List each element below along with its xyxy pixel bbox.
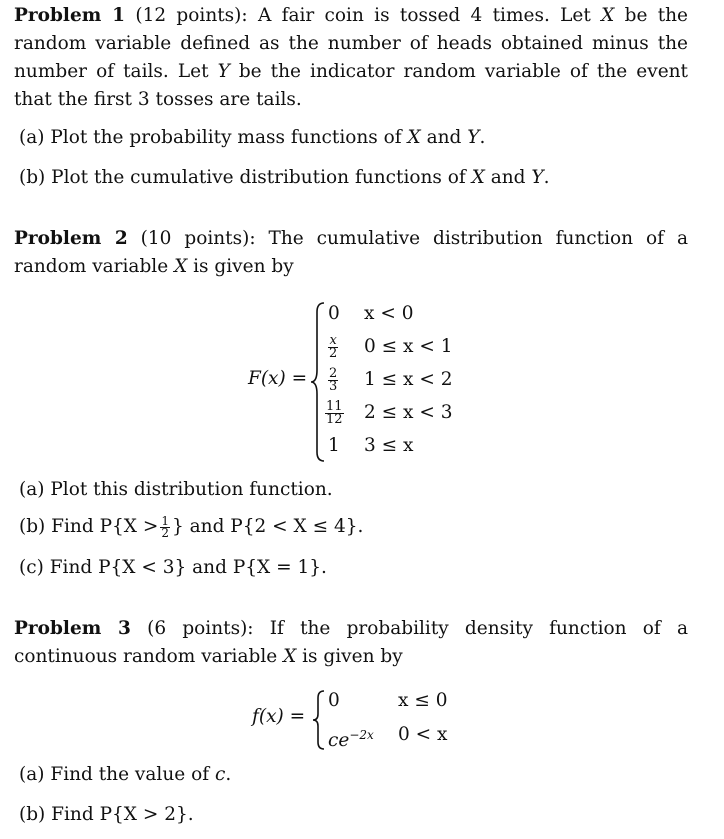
cdf-case-3-condition: 1 ≤ x < 2: [364, 369, 453, 390]
problem-2-part-c: (c) Find P{X < 3} and P{X = 1}.: [19, 557, 327, 578]
problem-2-points: (10 points):: [140, 228, 256, 249]
problem-3-part-b: (b) Find P{X > 2}.: [19, 804, 194, 825]
pdf-case-1-condition: x ≤ 0: [398, 690, 448, 711]
pdf-case-2-value: $ce^{-2x}$: [328, 728, 374, 752]
cdf-case-4-value: $\frac{11}{12}$: [326, 399, 343, 427]
cdf-case-2-value: $\frac{x}{2}$: [329, 333, 338, 361]
pdf-case-1-value: 0: [328, 690, 340, 711]
problem-3-points: (6 points):: [147, 618, 254, 639]
problem-1-points: (12 points):: [135, 5, 248, 26]
cdf-label: F(x) =: [248, 368, 308, 389]
problem-1-title: Problem 1: [14, 5, 126, 26]
pdf-piecewise: [252, 688, 472, 752]
cdf-case-2-condition: 0 ≤ x < 1: [364, 336, 453, 357]
cdf-piecewise: [248, 300, 488, 465]
problem-2-statement: Problem 2 (10 points): The cumulative distribution function of a random variable X is given by: [14, 228, 688, 277]
problem-2-part-b: (b) Find P{X > $\frac{1}{2}$ } and P{2 < X ≤ 4}.: [19, 513, 364, 540]
pdf-case-2-condition: 0 < x: [398, 724, 448, 745]
problem-1-statement: Problem 1 (12 points): A fair coin is tossed 4 times. Let X be the random variable defined as the number of heads obtained minus the number of tails. Let Y be the indicator random variable of the event that the first 3 tosses are tails.: [14, 5, 688, 110]
cdf-case-5-value: 1: [328, 435, 340, 456]
problem-3-title: Problem 3: [14, 618, 131, 639]
left-brace-icon: [312, 690, 326, 750]
problem-1-part-b: (b) Plot the cumulative distribution functions of X and Y.: [19, 167, 550, 188]
cdf-case-3-value: $\frac{2}{3}$: [329, 366, 338, 394]
cdf-case-4-condition: 2 ≤ x < 3: [364, 402, 453, 423]
problem-2-part-a: (a) Plot this distribution function.: [19, 479, 333, 500]
problem-3-part-a: (a) Find the value of c.: [19, 764, 232, 785]
problem-1-part-a: (a) Plot the probability mass functions of X and Y.: [19, 127, 486, 148]
pdf-label: f(x) =: [252, 706, 306, 727]
problem-2-title: Problem 2: [14, 228, 128, 249]
left-brace-icon: [310, 302, 326, 462]
cdf-case-1-value: 0: [328, 303, 340, 324]
cdf-case-5-condition: 3 ≤ x: [364, 435, 414, 456]
cdf-case-1-condition: x < 0: [364, 303, 414, 324]
problem-3-statement: Problem 3 (6 points): If the probability density function of a continuous random variable X is given by: [14, 618, 688, 667]
